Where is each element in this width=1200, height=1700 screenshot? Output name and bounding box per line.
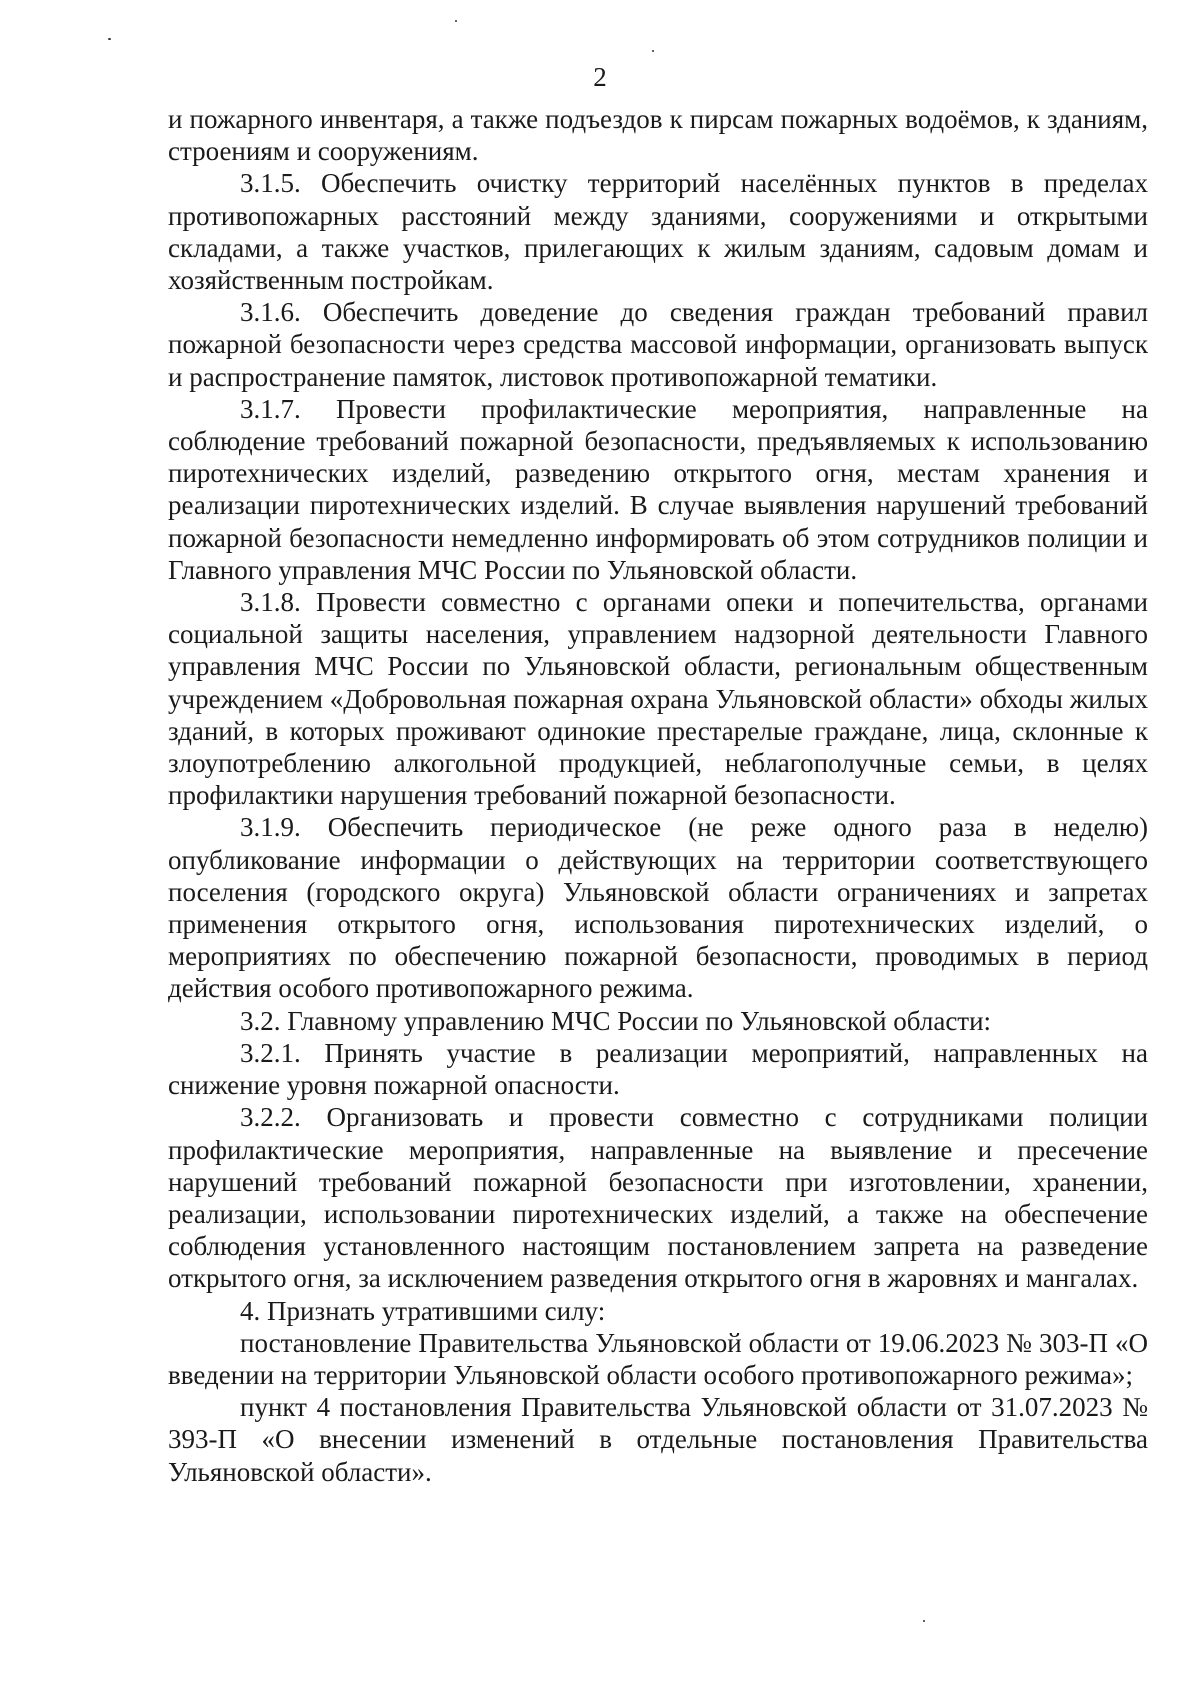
scan-speck bbox=[923, 1620, 925, 1622]
scan-speck bbox=[652, 50, 654, 52]
paragraph-3-2-1: 3.2.1. Принять участие в реализации мероприятий, направленных на снижение уровня пожарной опасности. bbox=[168, 1037, 1148, 1101]
paragraph-3-1-7: 3.1.7. Провести профилактические мероприятия, направленные на соблюдение требований пожарной безопасности, предъявляемых к использованию пиротехнических изделий, разведению открытого огня, местам хранения и реализации пиротехнических изделий. В случае выявления нарушений требований пожарной безопасности немедленно информировать об этом сотрудников полиции и Главного управления МЧС России по Ульяновской области. bbox=[168, 393, 1148, 585]
paragraph-3-1-6: 3.1.6. Обеспечить доведение до сведения граждан требований правил пожарной безопасности через средства массовой информации, организовать выпуск и распространение памяток, листовок противопожарной тематики. bbox=[168, 297, 1148, 392]
paragraph-3-1-9: 3.1.9. Обеспечить периодическое (не реже одного раза в неделю) опубликование информации о действующих на территории соответствующего поселения (городского округа) Ульяновской области ограничениях и запретах применения открытого огня, использования пиротехнических изделий, о мероприятиях по обеспечению пожарной безопасности, проводимых в период действия особого противопожарного режима. bbox=[168, 812, 1148, 1004]
paragraph-3-1-5: 3.1.5. Обеспечить очистку территорий населённых пунктов в пределах противопожарных расстояний между зданиями, сооружениями и открытыми складами, а также участков, прилегающих к жилым зданиям, садовым домам и хозяйственным постройкам. bbox=[168, 168, 1148, 296]
scan-speck bbox=[108, 38, 111, 40]
paragraph-continuation: и пожарного инвентаря, а также подъездов к пирсам пожарных водоёмов, к зданиям, строениям и сооружениям. bbox=[168, 104, 1148, 167]
paragraph-4: 4. Признать утратившими силу: bbox=[240, 1295, 606, 1326]
paragraph-4-item-1: постановление Правительства Ульяновской области от 19.06.2023 № 303-П «О введении на территории Ульяновской области особого противопожарного режима»; bbox=[168, 1327, 1148, 1390]
page-number: 2 bbox=[593, 62, 607, 92]
paragraph-3-2: 3.2. Главному управлению МЧС России по Ульяновской области: bbox=[240, 1005, 992, 1036]
scan-speck bbox=[455, 20, 457, 22]
document-body bbox=[168, 103, 1148, 1488]
paragraph-3-1-8: 3.1.8. Провести совместно с органами опеки и попечительства, органами социальной защиты населения, управлением надзорной деятельности Главного управления МЧС России по Ульяновской области, региональным общественным учреждением «Добровольная пожарная охрана Ульяновской области» обходы жилых зданий, в которых проживают одинокие престарелые граждане, лица, склонные к злоупотреблению алкогольной продукцией, неблагополучные семьи, в целях профилактики нарушения требований пожарной безопасности. bbox=[168, 587, 1148, 811]
paragraph-3-2-2: 3.2.2. Организовать и провести совместно с сотрудниками полиции профилактические мероприятия, направленные на выявление и пресечение нарушений требований пожарной безопасности при изготовлении, хранении, реализации, использовании пиротехнических изделий, а также на обеспечение соблюдения установленного настоящим постановлением запрета на разведение открытого огня, за исключением разведения открытого огня в жаровнях и мангалах. bbox=[168, 1102, 1148, 1294]
paragraph-4-item-2: пункт 4 постановления Правительства Ульяновской области от 31.07.2023 № 393-П «О внесении изменений в отдельные постановления Правительства Ульяновской области». bbox=[168, 1392, 1148, 1487]
